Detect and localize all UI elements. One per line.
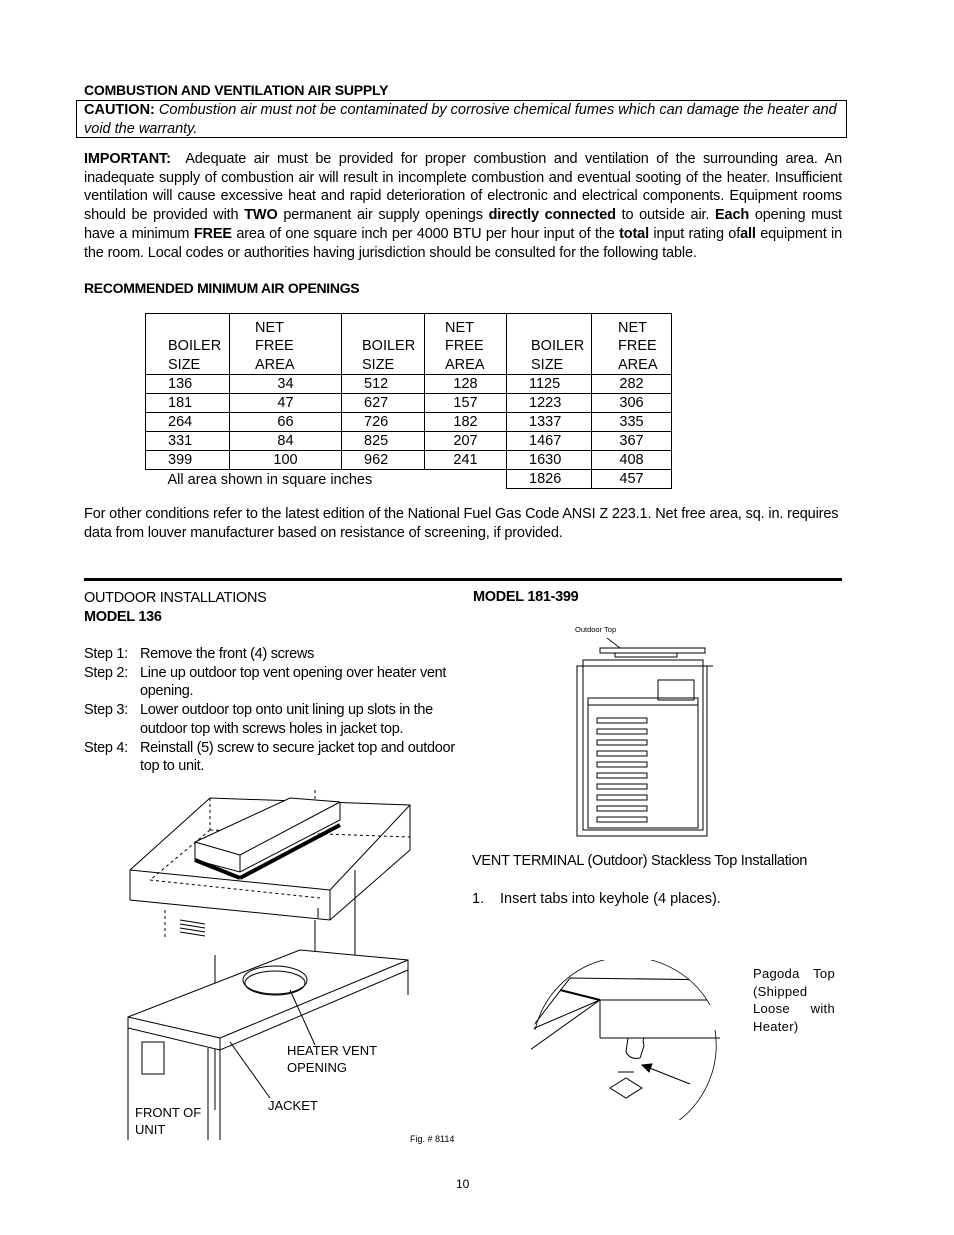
table-cell: 627 <box>342 394 425 413</box>
table-cell: 962 <box>342 451 425 470</box>
table-cell: 1826 <box>507 470 592 489</box>
model-181-399-heater-diagram <box>565 620 715 842</box>
louver-slat <box>597 729 647 734</box>
table-cell: 512 <box>342 375 425 394</box>
model-136-installation-diagram <box>120 780 420 1140</box>
louver-slat <box>597 751 647 756</box>
heater-vent-label-1: HEATER VENT <box>287 1043 378 1058</box>
other-conditions: For other conditions refer to the latest edition of the National Fuel Gas Code ANSI Z 223.1. Net free area, sq. in. requires data from louver manufacturer based on resistance of screening, if provided. <box>84 506 839 541</box>
louver-slat <box>597 762 647 767</box>
insert-tabs-step <box>472 891 721 907</box>
louver-slat <box>597 718 647 723</box>
front-of-unit-label-2: UNIT <box>135 1122 166 1137</box>
header-boiler-size-2: BOILER SIZE <box>342 314 425 375</box>
important-paragraph <box>84 150 842 262</box>
caution-text: Combustion air must not be contaminated by corrosive chemical fumes which can damage the heater and void the warranty. <box>84 102 837 137</box>
list-item: Step 3: Lower outdoor top onto unit lining up slots in the outdoor top with screws holes in jacket top. <box>84 702 433 737</box>
front-of-unit-label-1: FRONT OF <box>135 1105 202 1120</box>
important-bold-two: TWO <box>244 207 278 224</box>
table-row <box>146 394 672 413</box>
louver-slat <box>597 806 647 811</box>
table-cell: 408 <box>592 451 672 470</box>
table-cell: 181 <box>146 394 230 413</box>
section-heading: COMBUSTION AND VENTILATION AIR SUPPLY <box>84 82 389 98</box>
table-cell: 128 <box>425 375 507 394</box>
figure-number: Fig. # 8114 <box>410 1134 455 1144</box>
list-item: Step 2: Line up outdoor top vent opening over heater vent opening. <box>84 664 447 700</box>
table-row <box>146 451 672 470</box>
louver-slat <box>597 795 647 800</box>
table-cell: 1125 <box>507 375 592 394</box>
louver-slat <box>597 773 647 778</box>
important-text-4: opening must have a minimum <box>84 207 842 242</box>
table-cell: 1630 <box>507 451 592 470</box>
table-cell: 335 <box>592 413 672 432</box>
heater-vent-label-2: OPENING <box>287 1060 347 1075</box>
model-136-heading: MODEL 136 <box>84 609 162 625</box>
louver-slat <box>597 740 647 745</box>
table-cell: 1223 <box>507 394 592 413</box>
table-cell: 157 <box>425 394 507 413</box>
table-header-row <box>146 314 672 375</box>
table-row <box>146 470 672 489</box>
header-boiler-size-3: BOILER SIZE <box>507 314 592 375</box>
pagoda-top-detail-diagram <box>530 960 720 1120</box>
important-text-6: input rating of <box>653 225 741 242</box>
louver-slat <box>597 817 647 822</box>
table-cell: 367 <box>592 432 672 451</box>
table-cell: 100 <box>230 451 342 470</box>
important-bold-directly: directly connected <box>488 207 616 224</box>
table-cell: 66 <box>230 413 342 432</box>
table-cell: 457 <box>592 470 672 489</box>
table-cell: 241 <box>425 451 507 470</box>
table-cell: 726 <box>342 413 425 432</box>
important-bold-free: FREE <box>193 225 232 242</box>
louver-slat <box>597 784 647 789</box>
header-boiler-size-1: BOILER SIZE <box>146 314 230 375</box>
table-cell: 182 <box>425 413 507 432</box>
important-text-2: permanent air supply openings <box>283 207 483 224</box>
outdoor-top-label: Outdoor Top <box>575 625 617 634</box>
steps-list <box>84 645 464 776</box>
important-text-1: Adequate air must be provided for proper combustion and ventilation of the surrounding area. An inadequate supply of combustion air will result in incomplete combustion and eventual sooting of the heater. Insufficient ventilation will cause excessive heat and rapid deterioration of electronic and electrical components. Equipment rooms should be provided with <box>84 151 842 224</box>
section-divider <box>84 578 842 581</box>
table-row <box>146 375 672 394</box>
table-cell: 399 <box>146 451 230 470</box>
table-cell: 264 <box>146 413 230 432</box>
important-text-3: to outside air. <box>621 207 710 224</box>
table-cell: 282 <box>592 375 672 394</box>
jacket-label: JACKET <box>268 1098 318 1113</box>
table-cell: 84 <box>230 432 342 451</box>
header-net-free-area-3: NET FREE AREA <box>592 314 672 375</box>
model-181-399-heading: MODEL 181-399 <box>473 589 579 605</box>
table-cell: 136 <box>146 375 230 394</box>
header-net-free-area-1: NET FREE AREA <box>230 314 342 375</box>
outdoor-installations <box>84 589 267 627</box>
table-row <box>146 413 672 432</box>
important-bold-each: Each <box>715 207 750 224</box>
air-openings-table <box>145 313 672 489</box>
caution-box <box>76 100 847 138</box>
important-label: IMPORTANT: <box>84 151 171 167</box>
insert-tabs-step-text: Insert tabs into keyhole (4 places). <box>500 891 721 907</box>
pagoda-top-label: Pagoda Top (Shipped Loose with Heater) <box>753 966 835 1034</box>
recommended-heading: RECOMMENDED MINIMUM AIR OPENINGS <box>84 280 360 296</box>
table-cell: 47 <box>230 394 342 413</box>
list-item: Step 4: Reinstall (5) screw to secure jacket top and outdoor top to unit. <box>84 739 455 775</box>
vent-terminal-caption: VENT TERMINAL (Outdoor) Stackless Top Installation <box>472 853 808 869</box>
list-item: Step 1: Remove the front (4) screws <box>84 646 315 662</box>
table-cell: 825 <box>342 432 425 451</box>
table-cell: 1337 <box>507 413 592 432</box>
table-cell: 1467 <box>507 432 592 451</box>
table-cell: 331 <box>146 432 230 451</box>
caution-label: CAUTION: <box>84 102 155 118</box>
important-text-7: equipment in the room. Local codes or authorities having jurisdiction should be consulted for the following table. <box>84 225 842 261</box>
important-bold-total: total <box>619 225 649 242</box>
outdoor-installations-heading: OUTDOOR INSTALLATIONS <box>84 590 267 606</box>
table-cell: 34 <box>230 375 342 394</box>
important-text-5: area of one square inch per 4000 BTU per hour input of the <box>236 225 615 242</box>
table-cell: 306 <box>592 394 672 413</box>
table-note: All area shown in square inches <box>146 470 507 489</box>
table-row <box>146 432 672 451</box>
insert-tabs-step-number: 1. <box>472 891 485 907</box>
important-bold-all: all <box>740 225 756 242</box>
header-net-free-area-2: NET FREE AREA <box>425 314 507 375</box>
page-number: 10 <box>456 1177 470 1191</box>
table-cell: 207 <box>425 432 507 451</box>
